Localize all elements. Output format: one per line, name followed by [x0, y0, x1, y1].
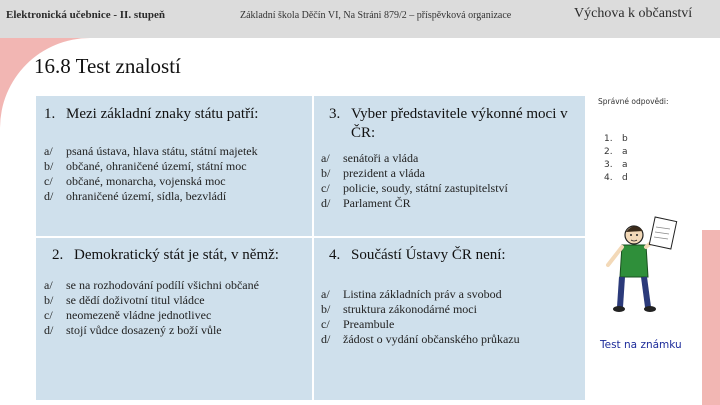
answer-item: 2. a — [604, 147, 628, 157]
option-c[interactable]: c/ neomezeně vládne jednotlivec — [44, 308, 212, 322]
question-card-2 — [36, 238, 312, 400]
option-a[interactable]: a/ psaná ústava, hlava státu, státní majetek — [44, 144, 258, 158]
option-c[interactable]: c/ Preambule — [321, 317, 395, 331]
option-a[interactable]: a/ se na rozhodování podílí všichni občané — [44, 278, 259, 292]
question-card-1 — [36, 96, 312, 236]
answer-key — [598, 97, 669, 185]
option-b[interactable]: b/ se dědí doživotní titul vládce — [44, 293, 205, 307]
header-subject: Výchova k občanství — [574, 6, 693, 21]
option-d[interactable]: d/ žádost o vydání občanského průkazu — [321, 332, 520, 346]
document-header — [0, 0, 720, 38]
option-c[interactable]: c/ občané, monarcha, vojenská moc — [44, 174, 226, 188]
question-text: 1. Mezi základní znaky státu patří: — [44, 106, 259, 122]
option-b[interactable]: b/ struktura zákonodárné moci — [321, 302, 477, 316]
option-b[interactable]: b/ prezident a vláda — [321, 166, 425, 180]
option-list — [44, 144, 306, 204]
answer-item: 1. b — [604, 134, 628, 144]
answer-item: 4. d — [604, 173, 628, 183]
question-text: 2. Demokratický stát je stát, v němž: — [52, 247, 279, 263]
option-d[interactable]: d/ stojí vůdce dosazený z boží vůle — [44, 323, 222, 337]
question-text: 3. Vyber představitele výkonné moci v ČR: — [329, 106, 568, 141]
option-b[interactable]: b/ občané, ohraničené území, státní moc — [44, 159, 247, 173]
option-list — [321, 151, 579, 211]
question-text: 4. Součástí Ústavy ČR není: — [329, 247, 506, 263]
option-a[interactable]: a/ senátoři a vláda — [321, 151, 419, 165]
graded-test-link[interactable]: Test na známku — [600, 339, 682, 351]
page-title: 16.8 Test znalostí — [34, 54, 181, 78]
question-card-4 — [314, 238, 585, 400]
option-a[interactable]: a/ Listina základních práv a svobod — [321, 287, 502, 301]
decorative-strip — [702, 230, 720, 405]
header-textbook-title: Elektronická učebnice - II. stupeň — [6, 9, 166, 21]
header-school-name: Základní škola Děčín VI, Na Stráni 879/2 – příspěvková organizace — [240, 10, 512, 21]
option-c[interactable]: c/ policie, soudy, státní zastupitelství — [321, 181, 508, 195]
answer-item: 3. a — [604, 160, 628, 170]
question-card-3 — [314, 96, 585, 236]
answer-list — [604, 133, 669, 185]
option-d[interactable]: d/ Parlament ČR — [321, 196, 411, 210]
student-holding-test-illustration — [600, 215, 680, 315]
answer-key-title: Správné odpovědi: — [598, 97, 669, 106]
option-d[interactable]: d/ ohraničené území, sídla, bezvládí — [44, 189, 227, 203]
option-list — [44, 278, 306, 338]
option-list — [321, 287, 579, 347]
